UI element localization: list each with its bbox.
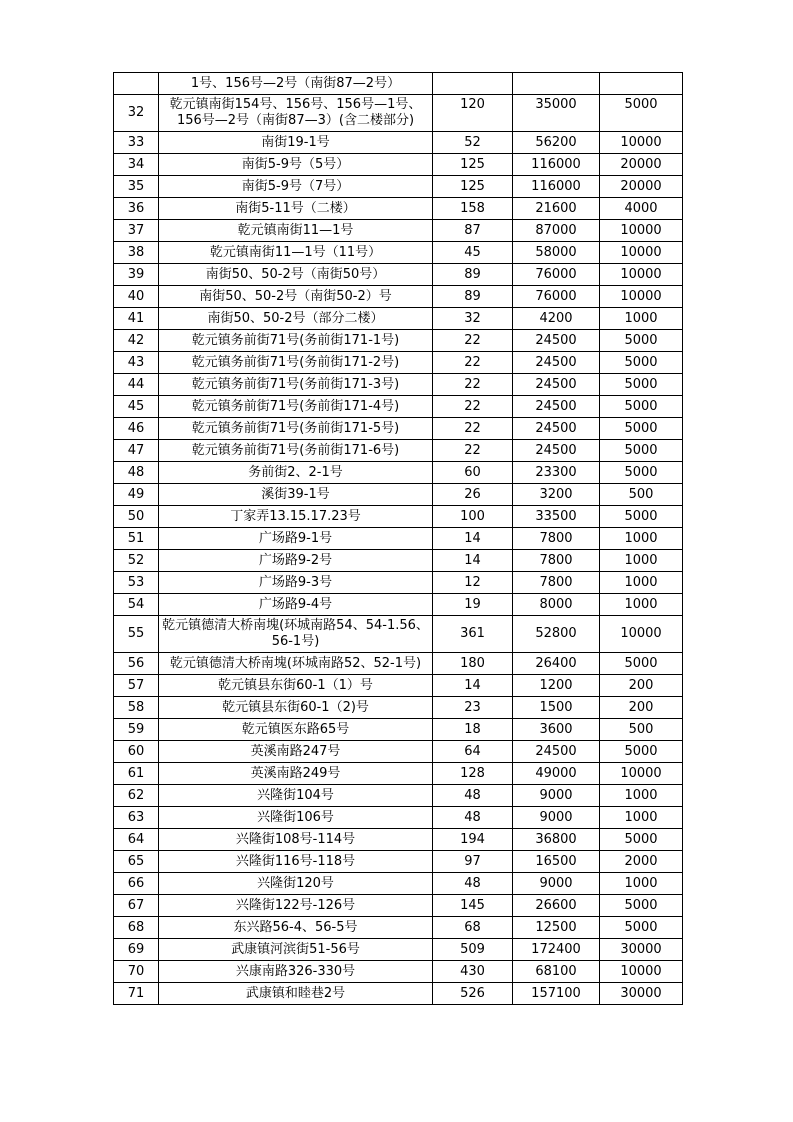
deposit-cell: 5000 [600, 330, 683, 352]
row-number-cell: 50 [114, 506, 159, 528]
deposit-cell: 1000 [600, 308, 683, 330]
area-cell: 18 [433, 719, 513, 741]
address-cell: 广场路9-1号 [159, 528, 433, 550]
deposit-cell: 10000 [600, 961, 683, 983]
address-cell: 兴隆街108号-114号 [159, 829, 433, 851]
deposit-cell: 5000 [600, 653, 683, 675]
row-number-cell: 39 [114, 264, 159, 286]
deposit-cell: 1000 [600, 785, 683, 807]
price-cell: 58000 [513, 242, 600, 264]
table-row [114, 983, 683, 1005]
area-cell: 68 [433, 917, 513, 939]
table-row [114, 154, 683, 176]
area-cell: 45 [433, 242, 513, 264]
table-row [114, 697, 683, 719]
price-cell [513, 73, 600, 95]
address-cell: 1号、156号—2号（南街87—2号） [159, 73, 433, 95]
area-cell: 22 [433, 330, 513, 352]
price-cell: 76000 [513, 286, 600, 308]
address-cell: 广场路9-3号 [159, 572, 433, 594]
address-cell: 英溪南路247号 [159, 741, 433, 763]
table-row [114, 917, 683, 939]
area-cell: 100 [433, 506, 513, 528]
price-cell: 35000 [513, 95, 600, 132]
row-number-cell: 53 [114, 572, 159, 594]
row-number-cell: 65 [114, 851, 159, 873]
table-row [114, 851, 683, 873]
address-cell: 乾元镇德清大桥南塊(环城南路54、54-1.56、56-1号) [159, 616, 433, 653]
area-cell: 89 [433, 286, 513, 308]
deposit-cell: 10000 [600, 132, 683, 154]
area-cell: 14 [433, 675, 513, 697]
area-cell: 180 [433, 653, 513, 675]
price-cell: 1200 [513, 675, 600, 697]
table-row [114, 198, 683, 220]
area-cell: 361 [433, 616, 513, 653]
area-cell: 52 [433, 132, 513, 154]
deposit-cell [600, 73, 683, 95]
row-number-cell: 37 [114, 220, 159, 242]
deposit-cell: 500 [600, 484, 683, 506]
deposit-cell: 30000 [600, 939, 683, 961]
table-row [114, 528, 683, 550]
area-cell: 128 [433, 763, 513, 785]
table-row [114, 653, 683, 675]
address-cell: 乾元镇务前街71号(务前街171-1号) [159, 330, 433, 352]
address-cell: 兴隆街122号-126号 [159, 895, 433, 917]
deposit-cell: 1000 [600, 873, 683, 895]
area-cell [433, 73, 513, 95]
price-cell: 49000 [513, 763, 600, 785]
row-number-cell: 34 [114, 154, 159, 176]
table-row [114, 242, 683, 264]
table-row [114, 594, 683, 616]
table-row [114, 785, 683, 807]
price-cell: 24500 [513, 396, 600, 418]
price-cell: 16500 [513, 851, 600, 873]
row-number-cell: 45 [114, 396, 159, 418]
deposit-cell: 20000 [600, 154, 683, 176]
row-number-cell: 71 [114, 983, 159, 1005]
row-number-cell: 33 [114, 132, 159, 154]
area-cell: 194 [433, 829, 513, 851]
deposit-cell: 200 [600, 697, 683, 719]
area-cell: 12 [433, 572, 513, 594]
row-number-cell: 35 [114, 176, 159, 198]
deposit-cell: 20000 [600, 176, 683, 198]
row-number-cell: 69 [114, 939, 159, 961]
row-number-cell: 44 [114, 374, 159, 396]
row-number-cell: 67 [114, 895, 159, 917]
table-row [114, 352, 683, 374]
table-row [114, 396, 683, 418]
price-cell: 7800 [513, 572, 600, 594]
deposit-cell: 5000 [600, 462, 683, 484]
row-number-cell: 42 [114, 330, 159, 352]
area-cell: 48 [433, 807, 513, 829]
table-row [114, 873, 683, 895]
address-cell: 武康镇河滨街51-56号 [159, 939, 433, 961]
deposit-cell: 5000 [600, 829, 683, 851]
price-cell: 9000 [513, 873, 600, 895]
address-cell: 英溪南路249号 [159, 763, 433, 785]
address-cell: 乾元镇务前街71号(务前街171-5号) [159, 418, 433, 440]
price-cell: 68100 [513, 961, 600, 983]
area-cell: 23 [433, 697, 513, 719]
table-row [114, 95, 683, 132]
area-cell: 48 [433, 873, 513, 895]
table-row [114, 675, 683, 697]
area-cell: 19 [433, 594, 513, 616]
price-cell: 8000 [513, 594, 600, 616]
address-cell: 乾元镇医东路65号 [159, 719, 433, 741]
address-cell: 南街50、50-2号（南街50-2）号 [159, 286, 433, 308]
row-number-cell: 61 [114, 763, 159, 785]
table-row [114, 616, 683, 653]
table-row [114, 374, 683, 396]
row-number-cell [114, 73, 159, 95]
address-cell: 兴隆街106号 [159, 807, 433, 829]
address-cell: 南街50、50-2号（南街50号） [159, 264, 433, 286]
price-cell: 21600 [513, 198, 600, 220]
deposit-cell: 1000 [600, 572, 683, 594]
table-row [114, 330, 683, 352]
deposit-cell: 10000 [600, 616, 683, 653]
table-row [114, 807, 683, 829]
table-row [114, 741, 683, 763]
row-number-cell: 41 [114, 308, 159, 330]
deposit-cell: 2000 [600, 851, 683, 873]
price-cell: 116000 [513, 176, 600, 198]
table-row [114, 895, 683, 917]
price-cell: 116000 [513, 154, 600, 176]
row-number-cell: 40 [114, 286, 159, 308]
area-cell: 22 [433, 352, 513, 374]
price-cell: 9000 [513, 785, 600, 807]
property-table [113, 72, 683, 1005]
deposit-cell: 4000 [600, 198, 683, 220]
price-cell: 24500 [513, 741, 600, 763]
address-cell: 广场路9-2号 [159, 550, 433, 572]
address-cell: 务前街2、2-1号 [159, 462, 433, 484]
area-cell: 509 [433, 939, 513, 961]
area-cell: 14 [433, 550, 513, 572]
row-number-cell: 36 [114, 198, 159, 220]
address-cell: 溪街39-1号 [159, 484, 433, 506]
price-cell: 23300 [513, 462, 600, 484]
table-row [114, 506, 683, 528]
table-row [114, 763, 683, 785]
price-cell: 172400 [513, 939, 600, 961]
address-cell: 广场路9-4号 [159, 594, 433, 616]
row-number-cell: 62 [114, 785, 159, 807]
address-cell: 兴隆街104号 [159, 785, 433, 807]
deposit-cell: 10000 [600, 763, 683, 785]
area-cell: 26 [433, 484, 513, 506]
price-cell: 56200 [513, 132, 600, 154]
table-row [114, 550, 683, 572]
row-number-cell: 55 [114, 616, 159, 653]
address-cell: 东兴路56-4、56-5号 [159, 917, 433, 939]
price-cell: 4200 [513, 308, 600, 330]
area-cell: 145 [433, 895, 513, 917]
area-cell: 430 [433, 961, 513, 983]
table-row [114, 73, 683, 95]
price-cell: 36800 [513, 829, 600, 851]
price-cell: 7800 [513, 550, 600, 572]
row-number-cell: 56 [114, 653, 159, 675]
price-cell: 52800 [513, 616, 600, 653]
row-number-cell: 38 [114, 242, 159, 264]
table-row [114, 939, 683, 961]
area-cell: 22 [433, 440, 513, 462]
price-cell: 157100 [513, 983, 600, 1005]
address-cell: 兴康南路326-330号 [159, 961, 433, 983]
table-row [114, 719, 683, 741]
deposit-cell: 5000 [600, 895, 683, 917]
deposit-cell: 5000 [600, 352, 683, 374]
area-cell: 89 [433, 264, 513, 286]
deposit-cell: 1000 [600, 528, 683, 550]
area-cell: 97 [433, 851, 513, 873]
price-cell: 24500 [513, 440, 600, 462]
deposit-cell: 1000 [600, 550, 683, 572]
table-row [114, 308, 683, 330]
price-cell: 24500 [513, 330, 600, 352]
row-number-cell: 54 [114, 594, 159, 616]
address-cell: 乾元镇务前街71号(务前街171-2号) [159, 352, 433, 374]
address-cell: 乾元镇县东街60-1（2)号 [159, 697, 433, 719]
deposit-cell: 5000 [600, 917, 683, 939]
table-row [114, 220, 683, 242]
address-cell: 南街19-1号 [159, 132, 433, 154]
price-cell: 87000 [513, 220, 600, 242]
deposit-cell: 200 [600, 675, 683, 697]
address-cell: 乾元镇南街11—1号 [159, 220, 433, 242]
deposit-cell: 10000 [600, 220, 683, 242]
price-cell: 3200 [513, 484, 600, 506]
row-number-cell: 59 [114, 719, 159, 741]
address-cell: 乾元镇南街154号、156号、156号—1号、156号—2号（南街87—3）(含二楼部分) [159, 95, 433, 132]
row-number-cell: 47 [114, 440, 159, 462]
price-cell: 24500 [513, 418, 600, 440]
address-cell: 乾元镇务前街71号(务前街171-3号) [159, 374, 433, 396]
table-row [114, 132, 683, 154]
deposit-cell: 1000 [600, 807, 683, 829]
deposit-cell: 30000 [600, 983, 683, 1005]
row-number-cell: 68 [114, 917, 159, 939]
area-cell: 87 [433, 220, 513, 242]
table-row [114, 176, 683, 198]
area-cell: 125 [433, 154, 513, 176]
row-number-cell: 58 [114, 697, 159, 719]
address-cell: 南街50、50-2号（部分二楼） [159, 308, 433, 330]
table-row [114, 462, 683, 484]
area-cell: 120 [433, 95, 513, 132]
address-cell: 乾元镇县东街60-1（1）号 [159, 675, 433, 697]
deposit-cell: 5000 [600, 95, 683, 132]
deposit-cell: 5000 [600, 440, 683, 462]
row-number-cell: 32 [114, 95, 159, 132]
price-cell: 3600 [513, 719, 600, 741]
row-number-cell: 57 [114, 675, 159, 697]
table-row [114, 418, 683, 440]
area-cell: 32 [433, 308, 513, 330]
deposit-cell: 10000 [600, 264, 683, 286]
row-number-cell: 46 [114, 418, 159, 440]
deposit-cell: 5000 [600, 374, 683, 396]
table-row [114, 440, 683, 462]
row-number-cell: 48 [114, 462, 159, 484]
area-cell: 48 [433, 785, 513, 807]
address-cell: 兴隆街116号-118号 [159, 851, 433, 873]
price-cell: 1500 [513, 697, 600, 719]
area-cell: 64 [433, 741, 513, 763]
area-cell: 22 [433, 374, 513, 396]
table-row [114, 829, 683, 851]
table-row [114, 484, 683, 506]
deposit-cell: 500 [600, 719, 683, 741]
address-cell: 乾元镇务前街71号(务前街171-4号) [159, 396, 433, 418]
address-cell: 南街5-9号（5号） [159, 154, 433, 176]
address-cell: 兴隆街120号 [159, 873, 433, 895]
price-cell: 26400 [513, 653, 600, 675]
row-number-cell: 49 [114, 484, 159, 506]
address-cell: 乾元镇德清大桥南塊(环城南路52、52-1号) [159, 653, 433, 675]
deposit-cell: 5000 [600, 396, 683, 418]
address-cell: 乾元镇南街11—1号（11号） [159, 242, 433, 264]
deposit-cell: 5000 [600, 506, 683, 528]
area-cell: 526 [433, 983, 513, 1005]
area-cell: 125 [433, 176, 513, 198]
area-cell: 158 [433, 198, 513, 220]
price-cell: 76000 [513, 264, 600, 286]
row-number-cell: 63 [114, 807, 159, 829]
row-number-cell: 43 [114, 352, 159, 374]
area-cell: 22 [433, 396, 513, 418]
price-cell: 12500 [513, 917, 600, 939]
row-number-cell: 52 [114, 550, 159, 572]
deposit-cell: 10000 [600, 286, 683, 308]
address-cell: 丁家弄13.15.17.23号 [159, 506, 433, 528]
row-number-cell: 51 [114, 528, 159, 550]
table-row [114, 286, 683, 308]
row-number-cell: 60 [114, 741, 159, 763]
row-number-cell: 66 [114, 873, 159, 895]
area-cell: 60 [433, 462, 513, 484]
table-row [114, 961, 683, 983]
address-cell: 乾元镇务前街71号(务前街171-6号) [159, 440, 433, 462]
property-table-wrapper [113, 72, 682, 1005]
deposit-cell: 1000 [600, 594, 683, 616]
address-cell: 南街5-11号（二楼） [159, 198, 433, 220]
row-number-cell: 70 [114, 961, 159, 983]
price-cell: 7800 [513, 528, 600, 550]
property-table-body [114, 73, 683, 1005]
price-cell: 24500 [513, 374, 600, 396]
deposit-cell: 5000 [600, 741, 683, 763]
address-cell: 南街5-9号（7号） [159, 176, 433, 198]
price-cell: 24500 [513, 352, 600, 374]
table-row [114, 264, 683, 286]
row-number-cell: 64 [114, 829, 159, 851]
table-row [114, 572, 683, 594]
address-cell: 武康镇和睦巷2号 [159, 983, 433, 1005]
deposit-cell: 10000 [600, 242, 683, 264]
price-cell: 26600 [513, 895, 600, 917]
deposit-cell: 5000 [600, 418, 683, 440]
price-cell: 9000 [513, 807, 600, 829]
price-cell: 33500 [513, 506, 600, 528]
area-cell: 22 [433, 418, 513, 440]
area-cell: 14 [433, 528, 513, 550]
